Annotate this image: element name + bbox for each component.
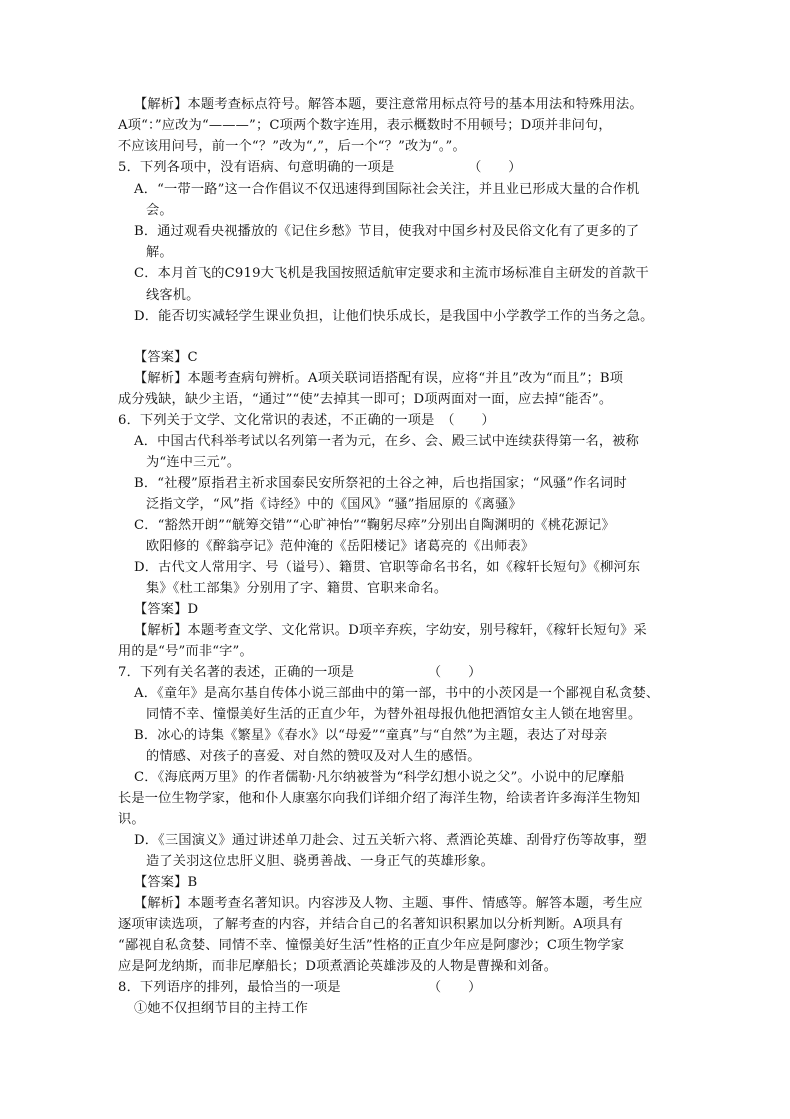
- q7-analysis-line-1: 【解析】本题考查名著知识。内容涉及人物、主题、事件、情感等。解答本题，考生应: [134, 896, 643, 911]
- q7-option-c-line-2: 长是一位生物学家，他和仆人康塞尔向我们详细介绍了海洋生物，给读者许多海洋生物知: [118, 791, 641, 806]
- q8-sentence-1: ①她不仅担纲节目的主持工作: [134, 1001, 309, 1016]
- q7-option-b-line-2: 的情感、对孩子的喜爱、对自然的赞叹及对人生的感悟。: [146, 749, 481, 764]
- q7-analysis-line-3: “鄙视自私贪婪、同情不幸、憧憬美好生活”性格的正直少年应是阿廖沙；C项生物学家: [118, 938, 625, 953]
- q6-answer: 【答案】D: [134, 602, 199, 617]
- q7-option-c-line-1: C．《海底两万里》的作者儒勒·凡尔纳被誉为“科学幻想小说之父”。小说中的尼摩船: [134, 770, 625, 785]
- q5-analysis-line-2: 成分残缺，缺少主语，“通过”“使”去掉其一即可；D项两面对一面，应去掉“能否”。: [118, 392, 613, 407]
- question-6-stem: 6．下列关于文学、文化常识的表述，不正确的一项是 （ ）: [118, 413, 495, 428]
- q7-option-a-line-2: 同情不幸、憧憬美好生活的正直少年，为替外祖母报仇他把酒馆女主人锁在地窖里。: [146, 707, 642, 722]
- q6-option-b-line-1: B．“社稷”原指君主祈求国泰民安所祭祀的土谷之神，后也指国家；“风骚”作名词时: [134, 476, 627, 491]
- q7-option-c-line-3: 识。: [118, 812, 145, 827]
- q7-option-b-line-1: B．冰心的诗集《繁星》《春水》以“母爱”“童真”与“自然”为主题，表达了对母亲: [134, 728, 608, 743]
- analysis-q4-line-1: 【解析】本题考查标点符号。解答本题，要注意常用标点符号的基本用法和特殊用法。: [134, 97, 643, 112]
- question-7-stem: 7．下列有关名著的表述，正确的一项是 （ ）: [118, 665, 482, 680]
- q6-option-d-line-2: 集》《杜工部集》分别用了字、籍贯、官职来命名。: [146, 581, 448, 596]
- analysis-q4-line-2: A项“：”应改为“———”；C项两个数字连用，表示概数时不用顿号；D项并非问句，: [118, 118, 612, 133]
- q5-answer: 【答案】C: [134, 350, 198, 365]
- q7-option-a-line-1: A．《童年》是高尔基自传体小说三部曲中的第一部，书中的小茨冈是一个鄙视自私贪婪、: [134, 686, 660, 701]
- q5-option-a-line-2: 会。: [146, 203, 173, 218]
- q6-option-d-line-1: D．古代文人常用字、号（谥号）、籍贯、官职等命名书名，如《稼轩长短句》《柳河东: [134, 560, 641, 575]
- q5-option-b-line-1: B．通过观看央视播放的《记住乡愁》节目，使我对中国乡村及民俗文化有了更多的了: [134, 224, 640, 239]
- q6-analysis-line-1: 【解析】本题考查文学、文化常识。D项辛弃疾，字幼安，别号稼轩，《稼轩长短句》采: [134, 623, 647, 638]
- q5-option-c-line-2: 线客机。: [146, 288, 200, 303]
- q5-option-c-line-1: C．本月首飞的C919大飞机是我国按照适航审定要求和主流市场标准自主研发的首款干: [134, 266, 649, 281]
- question-8-stem: 8．下列语序的排列，最恰当的一项是 （ ）: [118, 980, 482, 995]
- q7-option-d-line-1: D．《三国演义》通过讲述单刀赴会、过五关斩六将、煮酒论英雄、刮骨疗伤等故事，塑: [134, 833, 647, 848]
- q6-option-a-line-1: A．中国古代科举考试以名列第一者为元，在乡、会、殿三试中连续获得第一名，被称: [134, 434, 640, 449]
- analysis-q4-line-3: 不应该用问号，前一个“？”改为“,”，后一个“？”改为“。”。: [118, 139, 466, 154]
- q6-option-b-line-2: 泛指文学，“风”指《诗经》中的《国风》“骚”指屈原的《离骚》: [146, 497, 522, 512]
- q5-option-d: D．能否切实减轻学生课业负担，让他们快乐成长，是我国中小学教学工作的当务之急。: [134, 309, 654, 324]
- q5-option-b-line-2: 解。: [146, 245, 173, 260]
- q6-analysis-line-2: 用的是“号”而非“字”。: [118, 644, 253, 659]
- q6-option-a-line-2: 为“连中三元”。: [146, 455, 241, 470]
- q7-option-d-line-2: 造了关羽这位忠肝义胆、骁勇善战、一身正气的英雄形象。: [146, 854, 495, 869]
- q7-analysis-line-4: 应是阿龙纳斯，而非尼摩船长；D项煮酒论英雄涉及的人物是曹操和刘备。: [118, 959, 558, 974]
- q5-option-a-line-1: A．“一带一路”这一合作倡议不仅迅速得到国际社会关注，并且业已形成大量的合作机: [134, 182, 640, 197]
- q7-analysis-line-2: 逐项审读选项，了解考查的内容，并结合自己的名著知识积累加以分析判断。A项具有: [118, 917, 624, 932]
- question-5-stem: 5．下列各项中，没有语病、句意明确的一项是 （ ）: [118, 160, 522, 175]
- q7-answer: 【答案】B: [134, 875, 198, 890]
- q6-option-c-line-1: C．“豁然开朗”“觥筹交错”“心旷神怡”“鞠躬尽瘁”分别出自陶渊明的《桃花源记》: [134, 518, 615, 533]
- q5-analysis-line-1: 【解析】本题考查病句辨析。A项关联词语搭配有误，应将“并且”改为“而且”；B项: [134, 371, 624, 386]
- q6-option-c-line-2: 欧阳修的《醉翁亭记》范仲淹的《岳阳楼记》诸葛亮的《出师表》: [146, 539, 535, 554]
